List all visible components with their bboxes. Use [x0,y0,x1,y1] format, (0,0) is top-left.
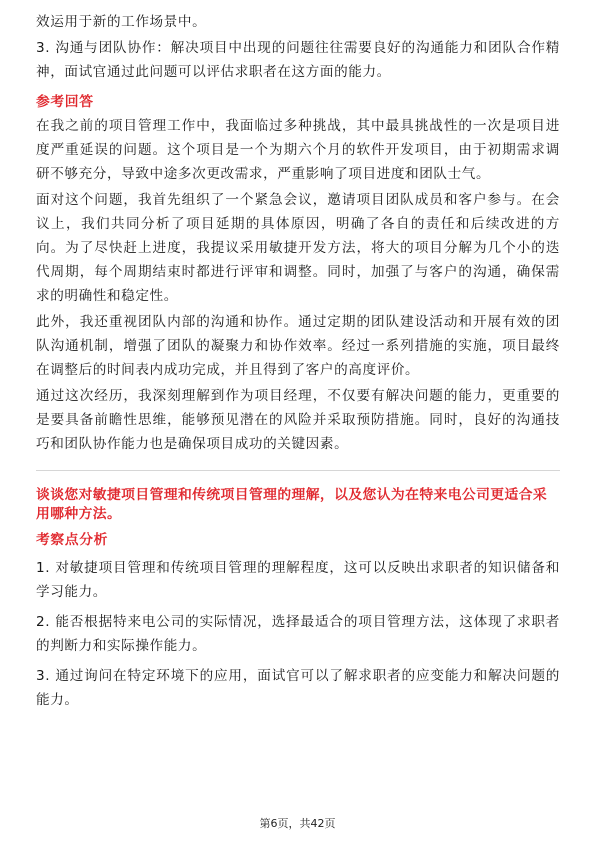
interview-question: 谈谈您对敏捷项目管理和传统项目管理的理解，以及您认为在特来电公司更适合采用哪种方法。 [36,487,548,522]
answer-paragraph: 通过这次经历，我深刻理解到作为项目经理，不仅要有解决问题的能力，更重要的是要具备前瞻性思维，能够预见潜在的风险并采取预防措施。同时，良好的沟通技巧和团队协作能力也是确保项目成功的关键因素。 [36,388,560,452]
answer-paragraph: 在我之前的项目管理工作中，我面临过多种挑战，其中最具挑战性的一次是项目进度严重延误的问题。这个项目是一个为期六个月的软件开发项目，由于初期需求调研不够充分，导致中途多次更改需求，严重影响了项目进度和团队士气。 [36,118,560,182]
continuation-text: 效运用于新的工作场景中。 [36,14,207,30]
document-page [36,10,560,712]
analysis-point: 3. 通过询问在特定环境下的应用，面试官可以了解求职者的应变能力和解决问题的能力。 [36,668,560,708]
answer-paragraph: 此外，我还重视团队内部的沟通和协作。通过定期的团队建设活动和开展有效的团队沟通机制，增强了团队的凝聚力和协作效率。经过一系列措施的实施，项目最终在调整后的时间表内成功完成，并且得到了客户的高度评价。 [36,314,560,378]
section-divider [36,470,560,471]
page-number: 第6页，共42页 [259,817,336,830]
analysis-point: 2. 能否根据特来电公司的实际情况，选择最适合的项目管理方法，这体现了求职者的判断力和实际操作能力。 [36,614,560,654]
answer-paragraph: 面对这个问题，我首先组织了一个紧急会议，邀请项目团队成员和客户参与。在会议上，我们共同分析了项目延期的具体原因，明确了各自的责任和后续改进的方向。为了尽快赶上进度，我提议采用敏捷开发方法，将大的项目分解为几个小的迭代周期，每个周期结束时都进行评审和调整。同时，加强了与客户的沟通，确保需求的明确性和稳定性。 [36,192,560,304]
analysis-point: 1. 对敏捷项目管理和传统项目管理的理解程度，这可以反映出求职者的知识储备和学习能力。 [36,560,560,600]
analysis-point-3-previous: 3. 沟通与团队协作：解决项目中出现的问题往往需要良好的沟通能力和团队合作精神，面试官通过此问题可以评估求职者在这方面的能力。 [36,40,560,80]
reference-answer-heading: 参考回答 [36,94,94,110]
analysis-heading: 考察点分析 [36,532,108,548]
